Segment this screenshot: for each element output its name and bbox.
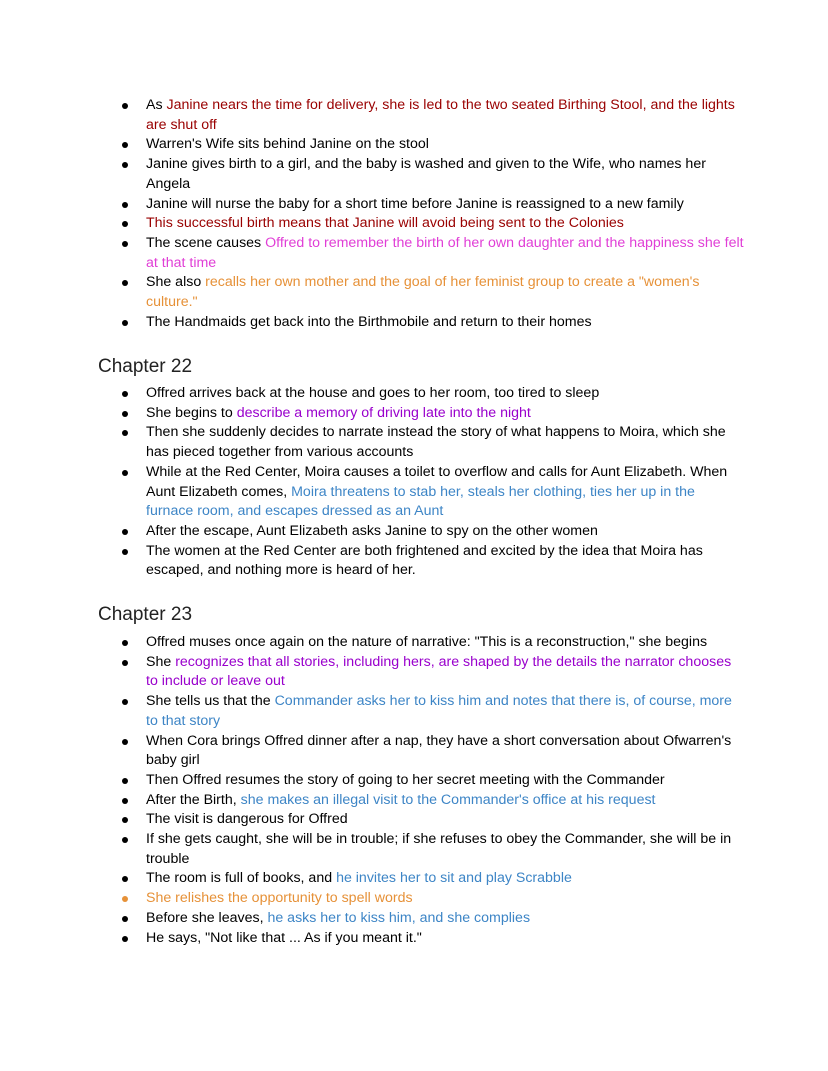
list-item (146, 135, 746, 155)
list-item (146, 522, 746, 542)
plain-text: Before she leaves, (146, 909, 268, 926)
list-item (146, 384, 746, 404)
highlighted-text: She relishes the opportunity to spell words (146, 890, 413, 907)
list-item (146, 214, 746, 234)
plain-text: Janine gives birth to a girl, and the baby is washed and given to the Wife, who names her Angela (146, 156, 706, 192)
plain-text: She begins to (146, 404, 237, 421)
plain-text: Offred arrives back at the house and goes to her room, too tired to sleep (146, 385, 600, 401)
plain-text: After the escape, Aunt Elizabeth asks Janine to spy on the other women (146, 522, 598, 539)
plain-text: When Cora brings Offred dinner after a nap, they have a short conversation about Ofwarren's baby girl (146, 732, 732, 769)
plain-text: She also (146, 274, 206, 291)
list-item (146, 313, 746, 333)
list-item (146, 234, 746, 273)
plain-text: Then Offred resumes the story of going to her secret meeting with the Commander (146, 771, 665, 788)
bullet-list-chapter-23 (146, 633, 746, 948)
plain-text: Janine will nurse the baby for a short time before Janine is reassigned to a new family (146, 195, 684, 212)
highlighted-text: she makes an illegal visit to the Commander's office at his request (240, 791, 656, 808)
highlighted-text: Moira threatens to stab her, steals her clothing, ties her up in the furnace room, and escapes dressed as an Aunt (146, 483, 695, 520)
list-item (146, 423, 746, 462)
plain-text: While at the Red Center, Moira causes a toilet to overflow and calls for Aunt Elizabeth. When Aunt Elizabeth comes, (146, 463, 728, 500)
bullet-list-birth-scene (146, 96, 746, 332)
highlighted-text: This successful birth means that Janine will avoid being sent to the Colonies (146, 215, 624, 232)
plain-text: She (146, 653, 176, 670)
plain-text: As (146, 97, 167, 113)
highlighted-text: Offred to remember the birth of her own daughter and the happiness she felt at that time (146, 234, 744, 271)
plain-text: Then she suddenly decides to narrate instead the story of what happens to Moira, which she has pieced together from various accounts (146, 424, 726, 461)
list-item (146, 633, 746, 653)
plain-text: If she gets caught, she will be in trouble; if she refuses to obey the Commander, she will be in trouble (146, 831, 732, 867)
highlighted-text: he asks her to kiss him, and she complies (267, 909, 531, 926)
highlighted-text: Commander asks her to kiss him and notes that there is, of course, more to that story (146, 693, 732, 729)
highlighted-text: describe a memory of driving late into the night (236, 404, 531, 421)
list-item (146, 929, 746, 949)
plain-text: Offred muses once again on the nature of narrative: "This is a reconstruction," she begins (146, 634, 708, 650)
list-item (146, 692, 746, 731)
highlighted-text: Janine nears the time for delivery, she is led to the two seated Birthing Stool, and the lights are shut off (146, 97, 735, 133)
highlighted-text: recognizes that all stories, including hers, are shaped by the details the narrator chooses to include or leave out (146, 653, 732, 690)
list-item (146, 869, 746, 889)
list-item (146, 96, 746, 135)
list-item (146, 195, 746, 215)
list-item (146, 810, 746, 830)
chapter-23-heading: Chapter 23 (98, 604, 193, 625)
chapter-22-heading: Chapter 22 (98, 356, 193, 377)
list-item (146, 273, 746, 312)
plain-text: The room is full of books, and (146, 870, 337, 887)
list-item (146, 830, 746, 869)
plain-text: The Handmaids get back into the Birthmobile and return to their homes (146, 313, 592, 330)
list-item (146, 653, 746, 692)
bullet-list-chapter-22 (146, 384, 746, 581)
list-item (146, 155, 746, 194)
list-item (146, 404, 746, 424)
plain-text: Warren's Wife sits behind Janine on the stool (146, 136, 429, 153)
plain-text: After the Birth, (146, 791, 241, 808)
highlighted-text: recalls her own mother and the goal of her feminist group to create a "women's culture." (146, 274, 700, 311)
list-item (146, 889, 746, 909)
plain-text: The scene causes (146, 234, 266, 251)
plain-text: She tells us that the (146, 693, 275, 710)
list-item (146, 542, 746, 581)
plain-text: The visit is dangerous for Offred (146, 811, 348, 828)
plain-text: The women at the Red Center are both frightened and excited by the idea that Moira has escaped, and nothing more is heard of her. (146, 542, 703, 579)
list-item (146, 463, 746, 522)
list-item (146, 909, 746, 929)
plain-text: He says, "Not like that ... As if you meant it." (146, 929, 422, 946)
list-item (146, 791, 746, 811)
list-item (146, 732, 746, 771)
highlighted-text: he invites her to sit and play Scrabble (336, 870, 572, 887)
list-item (146, 771, 746, 791)
